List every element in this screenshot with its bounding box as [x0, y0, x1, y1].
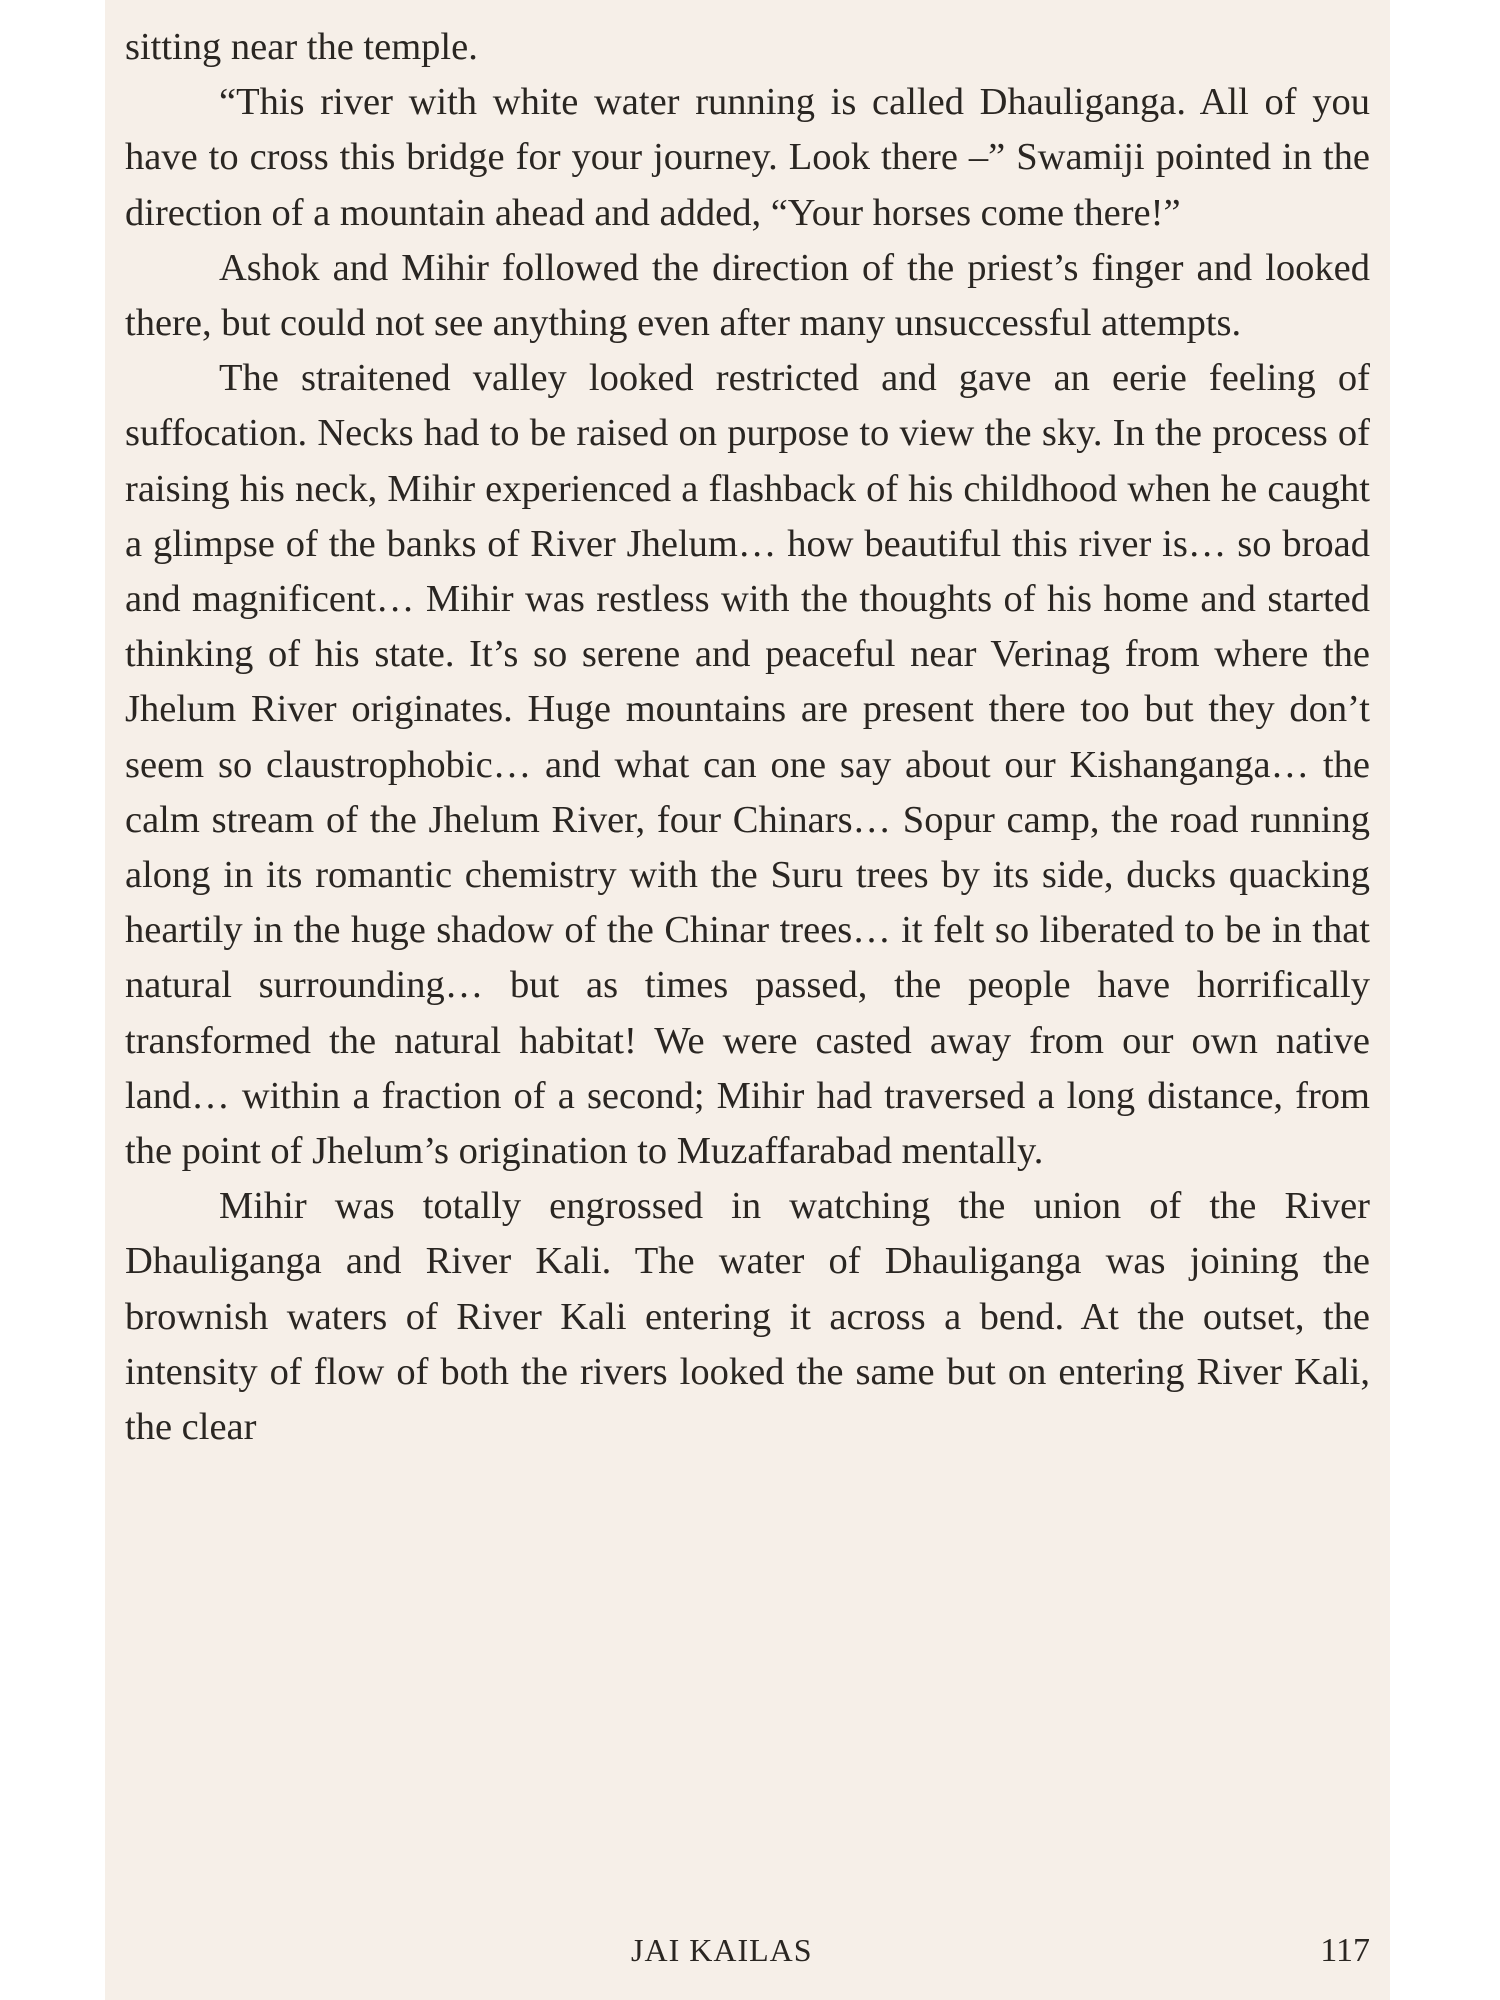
- paragraph-valley-flashback: The straitened valley looked restricted and gave an eerie feeling of suffocation. Necks had to be raised on purpose to view the sky. In the process of raising his neck, Mihir experienced a flashback of his childhood when he caught a glimpse of the banks of River Jhelum… how beautiful this river is… so broad and magnificent… Mihir was restless with the thoughts of his home and started thinking of his state. It’s so serene and peaceful near Verinag from where the Jhelum River originates. Huge mountains are present there too but they don’t seem so claustrophobic… and what can one say about our Kishanganga… the calm stream of the Jhelum River, four Chinars… Sopur camp, the road running along in its romantic chemistry with the Suru trees by its side, ducks quacking heartily in the huge shadow of the Chinar trees… it felt so liberated to be in that natural surrounding… but as times passed, the people have horrifically transformed the natural habitat! We were casted away from our own native land… within a fraction of a second; Mihir had traversed a long distance, from the point of Jhelum’s origination to Muzaffarabad mentally.: [125, 357, 1370, 1173]
- running-title: JAI KAILAS: [631, 1932, 813, 1968]
- paragraph-continuation: sitting near the temple.: [125, 26, 478, 68]
- paragraph-swamiji-speech: “This river with white water running is called Dhauliganga. All of you have to cross this bridge for your journey. Look there –” Swamiji pointed in the direction of a mountain ahead and added, “Your horses come there!”: [125, 81, 1370, 234]
- paragraph-river-union: Mihir was totally engrossed in watching the union of the River Dhauliganga and River Kali. The water of Dhauliganga was joining the brownish waters of River Kali entering it across a bend. At the outset, the intensity of flow of both the rivers looked the same but on entering River Kali, the clear: [125, 1185, 1370, 1449]
- page-number: 117: [1320, 1932, 1370, 1969]
- page-footer: [105, 1932, 1390, 1982]
- book-page: [105, 0, 1390, 2000]
- body-text: [125, 20, 1370, 1455]
- paragraph-ashok-mihir: Ashok and Mihir followed the direction of the priest’s finger and looked there, but could not see anything even after many unsuccessful attempts.: [125, 246, 1370, 345]
